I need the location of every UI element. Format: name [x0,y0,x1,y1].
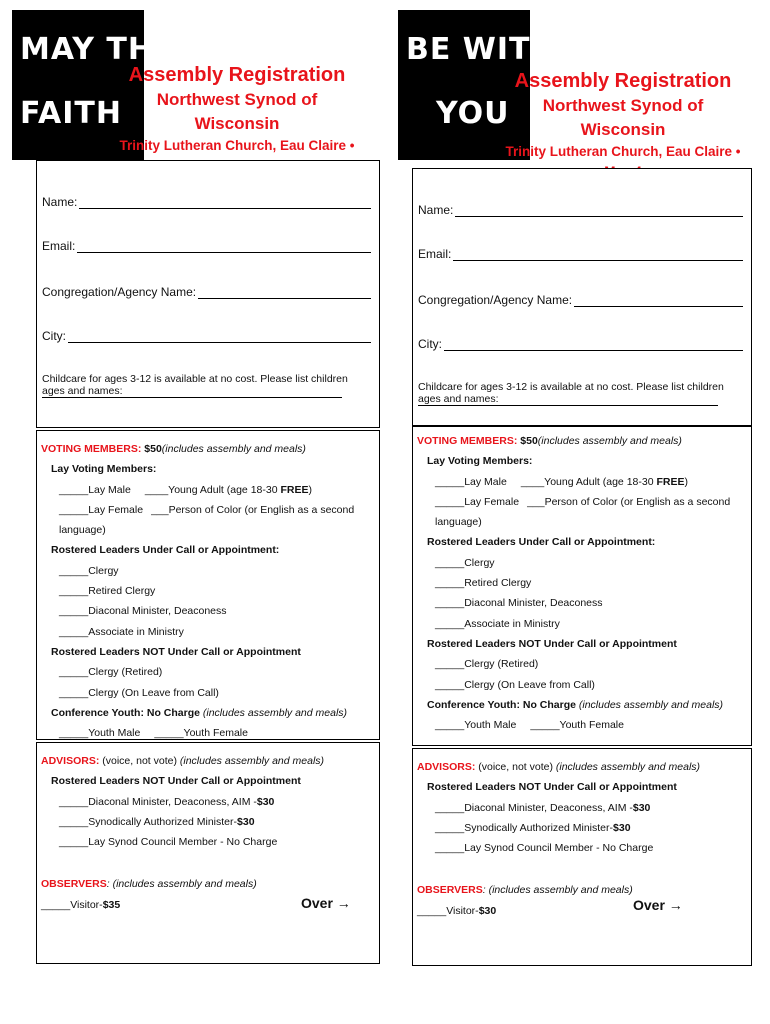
title: Assembly Registration [128,64,346,86]
info-box [36,160,380,428]
info-box [412,168,752,426]
title: Assembly Registration [514,70,732,92]
advisor-diaconal-row[interactable]: _____Diaconal Minister, Deaconess, AIM -$30 [59,795,275,808]
advisor-council-row[interactable]: _____Lay Synod Council Member - No Charge [59,836,278,849]
advisor-diaconal-row[interactable]: _____Diaconal Minister, Deaconess, AIM -$30 [435,801,651,814]
clergy-row[interactable]: _____Clergy [435,556,495,569]
lay-female-row[interactable]: _____Lay Female ___Person of Color (or English as a second language) [59,503,355,537]
childcare-label: Childcare for ages 3-12 is available at no cost. Please list children ages and names: [42,373,348,397]
clergy-leave-row[interactable]: _____Clergy (On Leave from Call) [435,678,595,691]
name-label: Name: [42,195,78,209]
rostered-heading: Rostered Leaders Under Call or Appointment: [427,536,656,549]
lay-male-row[interactable]: _____Lay Male ____Young Adult (age 18-30 FREE) [59,483,312,496]
banner-line: FAITH [20,96,123,131]
banner-line: YOU [436,96,510,131]
advisors-sub-heading: Rostered Leaders NOT Under Call or Appointment [427,781,677,794]
associate-row[interactable]: _____Associate in Ministry [435,617,560,630]
clergy-row[interactable]: _____Clergy [59,564,119,577]
synod-name: Northwest Synod of Wisconsin [156,90,318,133]
youth-heading: Conference Youth: No Charge (includes assembly and meals) [51,706,348,719]
youth-heading: Conference Youth: No Charge (includes assembly and meals) [427,698,724,711]
voting-box [36,430,380,740]
youth-row[interactable]: _____Youth Male _____Youth Female [59,727,248,740]
advisor-synodically-row[interactable]: _____Synodically Authorized Minister-$30 [435,821,631,834]
over-label: Over → [301,895,351,911]
right-form [398,0,748,1024]
city-label: City: [42,329,66,343]
voting-heading: VOTING MEMBERS: $50(includes assembly and meals) [417,435,682,447]
banner-line: BE WITH [406,32,557,67]
not-under-heading: Rostered Leaders NOT Under Call or Appointment [51,645,301,658]
name-field[interactable]: Name: [418,203,743,217]
left-form [12,0,362,1024]
synod-name: Northwest Synod of Wisconsin [542,96,704,139]
advisors-heading: ADVISORS: (voice, not vote) (includes assembly and meals) [417,761,701,773]
retired-clergy-row[interactable]: _____Retired Clergy [435,577,532,590]
lay-heading: Lay Voting Members: [51,463,157,476]
advisors-box [412,748,752,966]
diaconal-row[interactable]: _____Diaconal Minister, Deaconess [59,605,227,618]
voting-box [412,426,752,746]
diaconal-row[interactable]: _____Diaconal Minister, Deaconess [435,597,603,610]
name-field[interactable] [42,195,371,209]
over-label: Over → [633,897,683,913]
childcare-label: Childcare for ages 3-12 is available at no cost. Please list children ages and names: [418,381,724,405]
banner-line: MAY THE [20,32,176,67]
advisors-heading: ADVISORS: (voice, not vote) (includes assembly and meals) [41,755,325,767]
lay-female-row[interactable]: _____Lay Female ___Person of Color (or English as a second language) [435,495,731,529]
advisors-sub-heading: Rostered Leaders NOT Under Call or Appointment [51,775,301,788]
email-field[interactable]: Email: [418,247,743,261]
header-titles [112,62,362,176]
advisor-synodically-row[interactable]: _____Synodically Authorized Minister-$30 [59,815,255,828]
congregation-field[interactable]: Congregation/Agency Name: [418,293,743,307]
visitor-row[interactable]: _____Visitor-$35 [41,898,121,911]
congregation-field[interactable] [42,285,371,299]
not-under-heading: Rostered Leaders NOT Under Call or Appointment [427,637,677,650]
event-info: Trinity Lutheran Church, Eau Claire • [119,138,355,153]
childcare-line[interactable] [418,405,718,406]
header-titles [498,68,748,182]
rostered-heading: Rostered Leaders Under Call or Appointment: [51,544,280,557]
advisors-box [36,742,380,964]
lay-heading: Lay Voting Members: [427,455,533,468]
congregation-label: Congregation/Agency Name: [42,285,197,299]
email-field[interactable] [42,239,371,253]
city-field[interactable]: City: [418,337,743,351]
clergy-retired-row[interactable]: _____Clergy (Retired) [435,658,539,671]
city-field[interactable] [42,329,371,343]
associate-row[interactable]: _____Associate in Ministry [59,625,184,638]
advisor-council-row[interactable]: _____Lay Synod Council Member - No Charge [435,842,654,855]
voting-heading: VOTING MEMBERS: $50(includes assembly and meals) [41,443,306,455]
email-label: Email: [42,239,76,253]
visitor-row[interactable]: _____Visitor-$30 [417,904,497,917]
event-info: Trinity Lutheran Church, Eau Claire • [505,144,741,159]
observers-heading: OBSERVERS: (includes assembly and meals) [417,884,633,897]
lay-male-row[interactable]: _____Lay Male ____Young Adult (age 18-30 FREE) [435,475,688,488]
observers-heading: OBSERVERS: (includes assembly and meals) [41,878,257,891]
childcare-line[interactable] [42,397,342,398]
youth-row[interactable]: _____Youth Male _____Youth Female [435,719,624,732]
clergy-leave-row[interactable]: _____Clergy (On Leave from Call) [59,686,219,699]
retired-clergy-row[interactable]: _____Retired Clergy [59,585,156,598]
clergy-retired-row[interactable]: _____Clergy (Retired) [59,666,163,679]
